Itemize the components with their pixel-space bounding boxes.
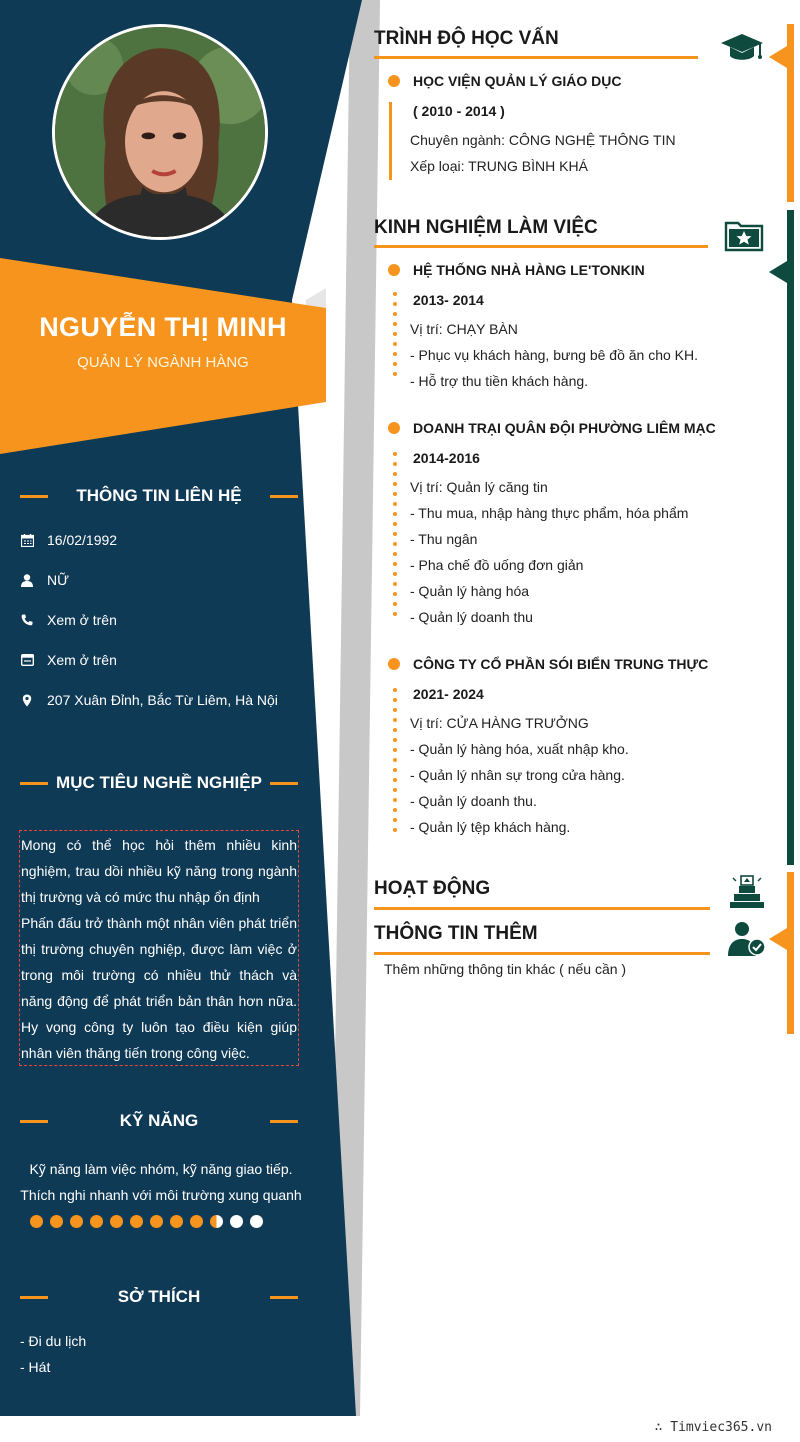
- objective-box: [19, 830, 299, 1066]
- side-accent-arrow: [769, 928, 787, 950]
- education-heading: TRÌNH ĐỘ HỌC VẤN: [374, 28, 559, 49]
- job-period: 2021- 2024: [413, 686, 484, 702]
- timeline-bullet: [388, 658, 400, 670]
- heading-underline: [374, 952, 710, 955]
- heading-dash: [20, 1296, 48, 1299]
- experience-heading: KINH NGHIỆM LÀM VIỆC: [374, 217, 598, 238]
- timeline-dots: [393, 292, 397, 382]
- heading-dash: [270, 1120, 298, 1123]
- side-accent-arrow: [769, 46, 787, 68]
- side-accent-bar: [787, 210, 794, 865]
- heading-dash: [270, 782, 298, 785]
- education-period: ( 2010 - 2014 ): [413, 103, 505, 119]
- candidate-name: NGUYỄN THỊ MINH: [39, 312, 287, 342]
- skill-dot: [150, 1215, 163, 1228]
- job-line: - Quản lý doanh thu: [410, 609, 533, 625]
- heading-dash: [20, 782, 48, 785]
- contact-birthday: [20, 532, 117, 548]
- hobbies-heading: [20, 1287, 298, 1307]
- briefcase-star-icon: [724, 218, 764, 257]
- job-line: - Quản lý doanh thu.: [410, 793, 537, 809]
- skills-line-2: Thích nghi nhanh với môi trường xung quanh: [20, 1187, 302, 1203]
- job-company: HỆ THỐNG NHÀ HÀNG LE'TONKIN: [413, 262, 645, 278]
- contact-gender: [20, 572, 69, 588]
- contact-phone-value: Xem ở trên: [47, 612, 117, 628]
- objective-paragraph-2: Phấn đấu trở thành một nhân viên phát triển thị trường chuyên nghiệp, được làm việc ở trong môi trường có nhiều thử thách và năng động để phát triển bản thân hơn nữa. Hy vọng công ty luôn tạo điều kiện giúp nhân viên thăng tiến trong công việc.: [21, 915, 297, 1061]
- phone-icon: [20, 613, 34, 627]
- additional-heading: THÔNG TIN THÊM: [374, 923, 538, 944]
- timeline-bullet: [388, 75, 400, 87]
- objective-heading: [20, 773, 298, 793]
- timeline-dots: [393, 688, 397, 838]
- contact-heading-text: THÔNG TIN LIÊN HỆ: [76, 486, 242, 505]
- heading-underline: [374, 56, 698, 59]
- skills-line-1: Kỹ năng làm việc nhóm, kỹ năng giao tiếp.: [29, 1161, 293, 1177]
- user-check-icon: [726, 920, 766, 963]
- job-line: Vị trí: Quản lý căng tin: [410, 479, 548, 495]
- user-icon: [20, 573, 34, 587]
- job-line: - Quản lý hàng hóa: [410, 583, 530, 599]
- podium-icon: [728, 874, 766, 915]
- skill-dot: [250, 1215, 263, 1228]
- skill-dot: [50, 1215, 63, 1228]
- heading-underline: [374, 907, 710, 910]
- job-line: - Thu mua, nhập hàng thực phẩm, hóa phẩm: [410, 505, 689, 521]
- skill-dot: [110, 1215, 123, 1228]
- additional-text: Thêm những thông tin khác ( nếu cần ): [384, 961, 627, 977]
- job-company: DOANH TRẠI QUÂN ĐỘI PHƯỜNG LIÊM MẠC: [413, 420, 716, 436]
- skills-description: [20, 1156, 302, 1208]
- skills-heading-text: KỸ NĂNG: [119, 1111, 199, 1130]
- email-icon: [20, 653, 34, 667]
- job-company: CÔNG TY CỔ PHẦN SÓI BIỂN TRUNG THỰC: [413, 656, 709, 672]
- contact-email-value: Xem ở trên: [47, 652, 117, 668]
- timeline-bullet: [388, 422, 400, 434]
- job-line: Vị trí: CỬA HÀNG TRƯỞNG: [410, 715, 589, 731]
- job-period: 2013- 2014: [413, 292, 484, 308]
- calendar-icon: [20, 533, 34, 547]
- job-line: - Thu ngân: [410, 531, 478, 547]
- contact-email: [20, 652, 117, 668]
- heading-dash: [270, 495, 298, 498]
- skills-heading: [20, 1111, 298, 1131]
- heading-underline: [374, 245, 708, 248]
- skill-dot: [190, 1215, 203, 1228]
- timeline-bar: [389, 102, 392, 180]
- heading-dash: [20, 1120, 48, 1123]
- side-accent-bar: [787, 872, 794, 1034]
- timeline-dots: [393, 452, 397, 622]
- side-accent-arrow: [769, 261, 787, 283]
- avatar: [52, 24, 268, 240]
- location-icon: [20, 693, 34, 707]
- skill-dot: [70, 1215, 83, 1228]
- job-period: 2014-2016: [413, 450, 480, 466]
- skill-dot: [30, 1215, 43, 1228]
- job-line: - Hỗ trợ thu tiền khách hàng.: [410, 373, 589, 389]
- job-line: - Quản lý tệp khách hàng.: [410, 819, 571, 835]
- job-line: - Pha chế đồ uống đơn giản: [410, 557, 584, 573]
- skill-dot: [130, 1215, 143, 1228]
- contact-birthday-value: 16/02/1992: [47, 532, 118, 548]
- hobbies-heading-text: SỞ THÍCH: [117, 1287, 201, 1306]
- skill-rating: [30, 1215, 263, 1228]
- objective-heading-text: MỤC TIÊU NGHỀ NGHIỆP: [56, 773, 262, 792]
- hobby-item: - Hát: [20, 1359, 51, 1375]
- footer-brand: ∴ Timviec365.vn: [654, 1420, 772, 1435]
- skill-dot: [210, 1215, 223, 1228]
- job-line: - Phục vụ khách hàng, bưng bê đồ ăn cho KH.: [410, 347, 699, 363]
- portrait-image: [55, 27, 265, 237]
- contact-address-value: 207 Xuân Đỉnh, Bắc Từ Liêm, Hà Nội: [47, 692, 278, 708]
- graduation-cap-icon: [720, 32, 764, 69]
- skill-dot: [90, 1215, 103, 1228]
- education-major: Chuyên ngành: CÔNG NGHỆ THÔNG TIN: [410, 132, 676, 148]
- objective-paragraph-1: Mong có thể học hỏi thêm nhiều kinh nghiệm, trau dồi nhiều kỹ năng trong ngành thị trường và có mức thu nhập ổn định: [21, 837, 297, 905]
- timeline-bullet: [388, 264, 400, 276]
- heading-dash: [270, 1296, 298, 1299]
- contact-address: [20, 692, 278, 708]
- job-line: Vị trí: CHẠY BÀN: [410, 321, 518, 337]
- side-accent-bar: [787, 24, 794, 202]
- skill-dot: [170, 1215, 183, 1228]
- candidate-title: QUẢN LÝ NGÀNH HÀNG: [77, 354, 249, 371]
- contact-phone: [20, 612, 117, 628]
- education-school: HỌC VIỆN QUẢN LÝ GIÁO DỤC: [413, 73, 622, 89]
- heading-dash: [20, 495, 48, 498]
- hobby-item: - Đi du lịch: [20, 1333, 87, 1349]
- contact-gender-value: NỮ: [47, 572, 70, 588]
- education-grade: Xếp loại: TRUNG BÌNH KHÁ: [410, 158, 588, 174]
- skill-dot: [230, 1215, 243, 1228]
- job-line: - Quản lý hàng hóa, xuất nhập kho.: [410, 741, 629, 757]
- contact-heading: [20, 486, 298, 506]
- activities-heading: HOẠT ĐỘNG: [374, 878, 491, 899]
- job-line: - Quản lý nhân sự trong cửa hàng.: [410, 767, 625, 783]
